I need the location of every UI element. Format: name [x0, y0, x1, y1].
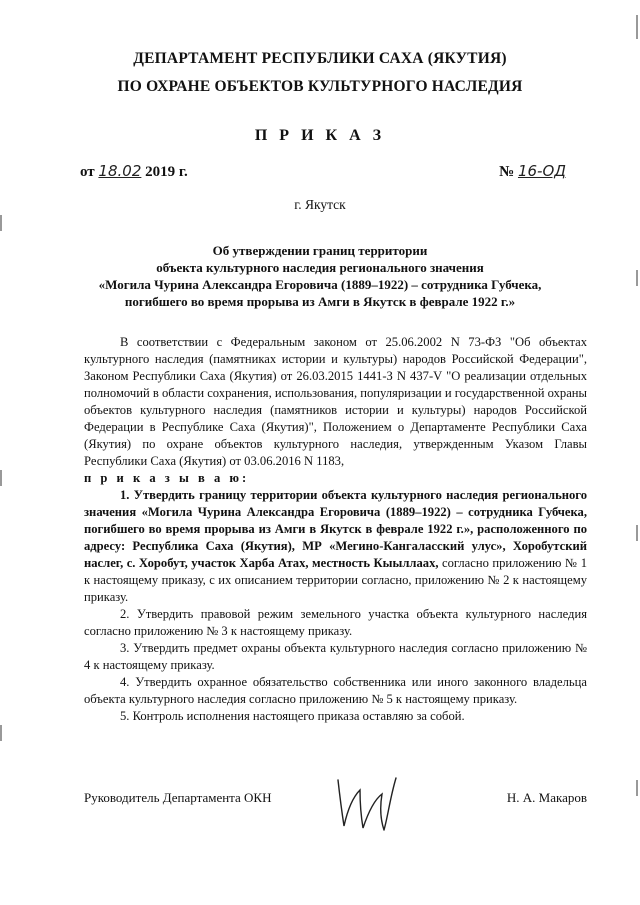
item-3: 3. Утвердить предмет охраны объекта культурного наследия согласно приложению № 4 к настоящему приказу.: [84, 641, 587, 672]
signatory-name: Н. А. Макаров: [506, 790, 587, 805]
item-4: 4. Утвердить охранное обязательство собственника или иного законного владельца объекта культурного наследия согласно приложению № 5 к настоящему приказу.: [84, 675, 587, 706]
date-year: 2019 г.: [145, 164, 188, 180]
order-heading: П Р И К А З: [254, 127, 386, 144]
number-prefix: №: [499, 164, 515, 180]
item-5: 5. Контроль исполнения настоящего приказа оставляю за собой.: [120, 709, 465, 723]
city-line: г. Якутск: [294, 197, 346, 212]
title-line: Об утверждении границ территории: [212, 243, 428, 258]
title-line: погибшего во время прорыва из Амги в Якутск в феврале 1922 г.»: [124, 294, 516, 309]
order-body: [84, 334, 587, 725]
scan-margin-mark: [0, 470, 2, 486]
scan-margin-mark: [636, 525, 638, 541]
date-prefix: от: [80, 164, 95, 180]
item-1-rest: согласно приложению № 1 к настоящему приказу, с их описанием территории согласно, приложению № 2 к настоящему приказу.: [84, 556, 587, 604]
scan-margin-mark: [636, 270, 638, 286]
handwritten-signature: [330, 768, 410, 838]
title-line: «Могила Чурина Александра Егоровича (1889–1922) – сотрудника Губчека,: [98, 277, 542, 292]
title-line: объекта культурного наследия регионального значения: [156, 260, 484, 275]
scan-margin-mark: [636, 780, 638, 796]
prikazyvayu-label: п р и к а з ы в а ю:: [84, 471, 250, 485]
scan-margin-mark: [0, 215, 2, 231]
header-line-2: ПО ОХРАНЕ ОБЪЕКТОВ КУЛЬТУРНОГО НАСЛЕДИЯ: [117, 78, 523, 95]
preamble-paragraph: В соответствии с Федеральным законом от 25.06.2002 N 73-ФЗ "Об объектах культурного наследия (памятниках истории и культуры) народов Российской Федерации", Законом Республики Саха (Якутия) от 26.03.2015 1441-З N 437-V "О реализации отдельных полномочий в области сохранения, использования, популяризации и государственной охраны объектов культурного наследия (памятников истории и культуры) народов Российской Федерации в Республике Саха (Якутия)", Положением о Департаменте Республики Саха (Якутия) по охране объектов культурного наследия, утвержденным Указом Главы Республики Саха (Якутия) от 03.06.2016 N 1183,: [84, 335, 587, 468]
handwritten-number: 16-ОД: [517, 162, 566, 180]
scan-margin-mark: [636, 15, 638, 39]
scan-margin-mark: [0, 725, 2, 741]
order-number: [499, 162, 566, 181]
item-1: [84, 487, 587, 606]
order-date: [80, 162, 188, 181]
item-2: 2. Утвердить правовой режим земельного участка объекта культурного наследия согласно приложению № 3 к настоящему приказу.: [84, 607, 587, 638]
signatory-position: Руководитель Департамента ОКН: [84, 790, 272, 805]
item-1-bold: 1. Утвердить границу территории объекта культурного наследия регионального значения «Могила Чурина Александра Егоровича (1889–1922) – сотрудника Губчека, погибшего во время прорыва из Амги в Якутск в феврале 1922 г.», расположенного по адресу: Республика Саха (Якутия), МР «Мегино-Кангаласский улус», Хоробутский наслег, с. Хоробут, участок Харба Атах, местность Кыыллаах,: [84, 488, 587, 570]
order-title: [90, 242, 550, 310]
handwritten-date: 18.02: [98, 162, 142, 180]
header-line-1: ДЕПАРТАМЕНТ РЕСПУБЛИКИ САХА (ЯКУТИЯ): [133, 50, 507, 67]
